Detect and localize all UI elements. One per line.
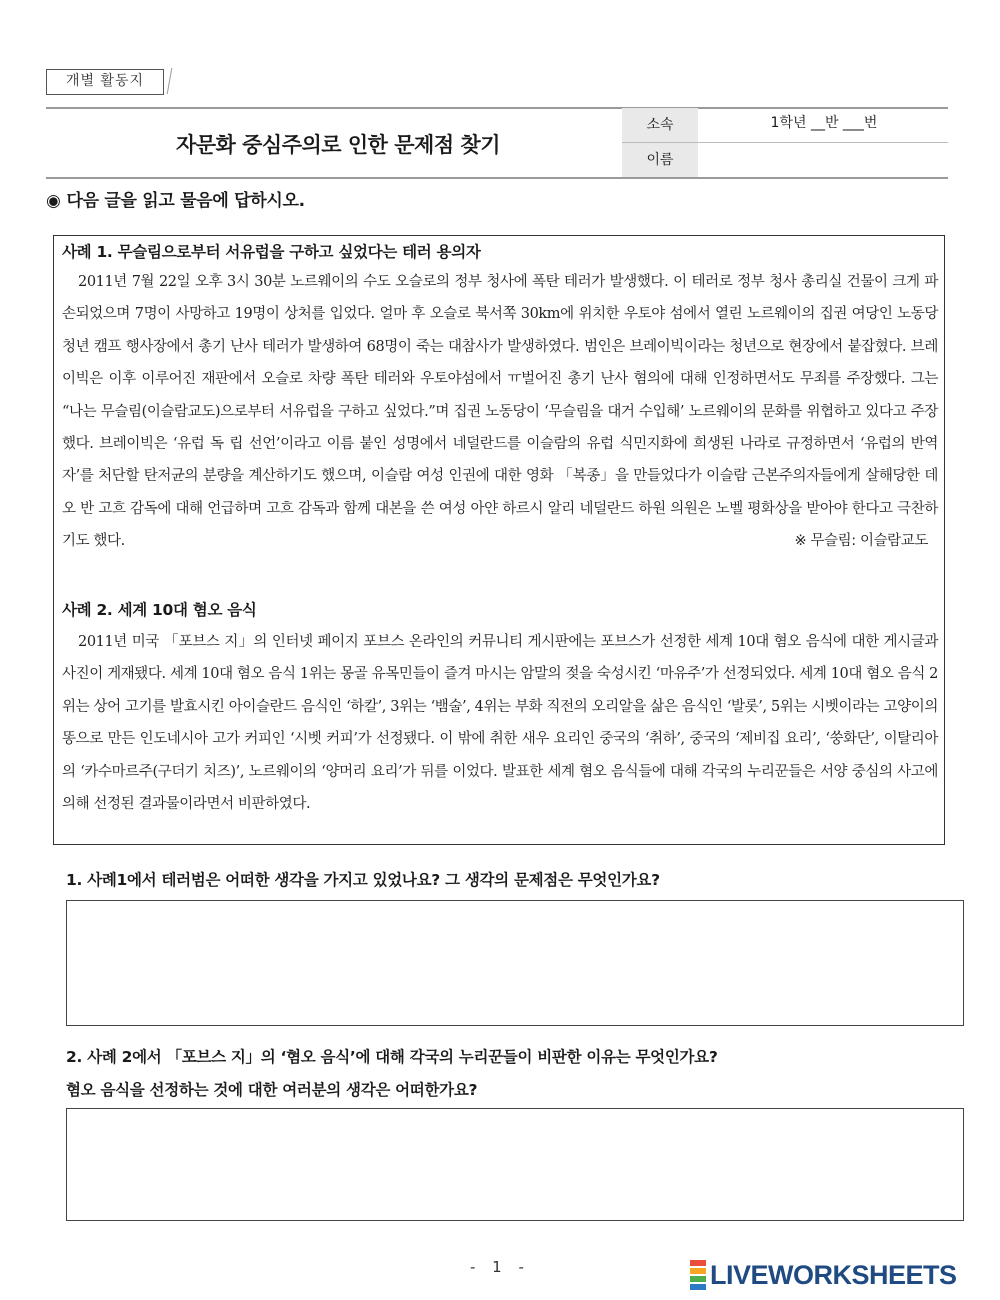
worksheet-type-tag: 개별 활동지 [46,69,164,95]
instruction [46,186,305,211]
logo-stripe [690,1276,706,1282]
name-field[interactable] [700,143,948,177]
question-1: 1. 사례1에서 테러범은 어떠한 생각을 가지고 있었나요? 그 생각의 문제점은 무엇인가요? [66,871,660,889]
header-bottom-rule [46,177,948,179]
liveworksheets-logo-text: LIVEWORKSHEETS [710,1259,957,1290]
answer-box-2[interactable] [66,1108,964,1221]
affiliation-field[interactable]: 1학년 __반 ___번 [770,115,878,131]
case-1-text: 2011년 7월 22일 오후 3시 30분 노르웨이의 수도 오슬로의 정부 청사에 폭탄 테러가 발생했다. 이 테러로 정부 청사 총리실 건물이 크게 파손되었으며 7명이 사망하고 19명이 상처를 입었다. 얼마 후 오슬로 북서쪽 30km에 위치한 우토야 섬에서 열린 노르웨이의 집권 여당인 노동당 청년 캠프 행사장에서 총기 난사 테러가 발생하여 68명이 죽는 대참사가 발생하였다. 범인은 브레이빅이라는 청년으로 현장에서 붙잡혔다. 브레이빅은 이후 이루어진 재판에서 오슬로 차량 폭탄 테러와 우토야섬에서 ㅠ벌어진 총기 난사 혐의에 대해 인정하면서도 무죄를 주장했다. 그는 “나는 무슬림(이슬람교도)으로부터 서유럽을 구하고 싶었다.”며 집권 노동당이 ‘무슬림을 대거 수입해’ 노르웨이의 문화를 위협하고 있다고 주장했다. 브레이빅은 ‘유럽 독 립 선언’이라고 이름 붙인 성명에서 네덜란드를 이슬람의 유럽 식민지화에 희생된 나라로 규정하면서 ‘유럽의 반역자’를 처단할 탄저균의 분량을 계산하기도 했으며, 이슬람 여성 인권에 대한 영화 「복종」을 만들었다가 이슬람 근본주의자들에게 살해당한 데오 반 고흐 감독에 대해 언급하며 고흐 감독과 함께 대본을 쓴 여성 아얀 하르시 알리 네덜란드 하원 의원은 노벨 평화상을 받아야 한다고 극찬하기도 했다. [62,274,938,550]
answer-box-1[interactable] [66,900,964,1026]
reading-passage [53,235,945,845]
case-1-title: 사례 1. 무슬림으로부터 서유럽을 구하고 싶었다는 테러 용의자 [62,243,481,261]
name-label: 이름 [622,143,698,177]
logo-stripe [690,1268,706,1274]
instruction-text: 다음 글을 읽고 물음에 답하시오. [66,191,305,211]
page-number: - 1 - [470,1258,530,1276]
radio-bullet-icon: ◉ [46,191,61,211]
question-2-followup: 혐오 음식을 선정하는 것에 대한 여러분의 생각은 어떠한가요? [66,1081,478,1099]
affiliation-label: 소속 [622,108,698,142]
worksheet-title: 자문화 중심주의로 인한 문제점 찾기 [175,133,501,157]
question-2: 2. 사례 2에서 「포브스 지」의 ‘혐오 음식’에 대해 각국의 누리꾼들이 비판한 이유는 무엇인가요? [66,1048,718,1066]
case-2-body: 2011년 미국 「포브스 지」의 인터넷 페이지 포브스 온라인의 커뮤니티 게시판에는 포브스가 선정한 세계 10대 혐오 음식에 대한 게시글과 사진이 게재됐다. 세계 10대 혐오 음식 1위는 몽골 유목민들이 즐겨 마시는 암말의 젖을 숙성시킨 ‘마유주’가 선정되었다. 세계 10대 혐오 음식 2위는 상어 고기를 발효시킨 아이슬란드 음식인 ‘하칼’, 3위는 ‘뱀술’, 4위는 부화 직전의 오리알을 삶은 음식인 ‘발롯’, 5위는 시벳이라는 고양이의 똥으로 만든 인도네시아 고가 커피인 ‘시벳 커피’가 선정됐다. 이 밖에 취한 새우 요리인 중국의 ‘취하’, 중국의 ‘제비집 요리’, ‘쑹화단’, 이탈리아의 ‘카수마르주(구더기 치즈)’, 노르웨이의 ‘양머리 요리’가 뒤를 이었다. 발표한 세계 혐오 음식들에 대해 각국의 누리꾼들은 서양 중심의 사고에 의해 선정된 결과물이라면서 비판하였다. [62,634,938,813]
case-2-title: 사례 2. 세계 10대 혐오 음식 [62,601,257,619]
logo-stripe [690,1260,706,1266]
case-1-body [62,266,938,558]
liveworksheets-logo [690,1258,957,1292]
case-1-footnote: ※ 무슬림: 이슬람교도 [794,533,928,550]
logo-stripe [690,1284,706,1290]
liveworksheets-logo-icon [690,1260,706,1290]
